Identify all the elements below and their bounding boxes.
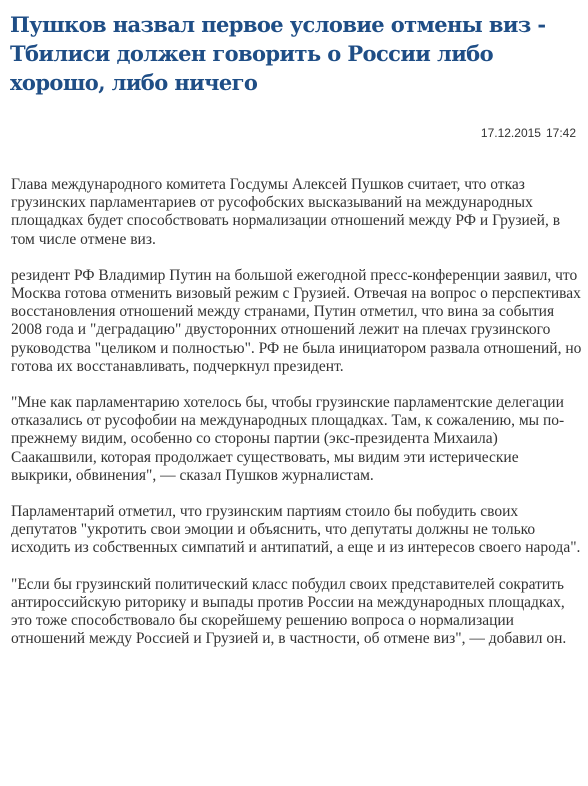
article-paragraph: резидент РФ Владимир Путин на большой ежегодной пресс-конференции заявил, что Москва готова отменить визовый режим с Грузией. Отвечая на вопрос о перспективах восстановления отношений между странами, Путин отметил, что вина за события 2008 года и "деградацию" двусторонних отношений лежит на плечах грузинского руководства "целиком и полностью". РФ не была инициатором развала отношений, но готова их восстанавливать, подчеркнул президент.	[11, 266, 582, 375]
article-title: Пушков назвал первое условие отмены виз - Тбилиси должен говорить о России либо хорошо, либо ничего	[10, 12, 546, 95]
article-paragraph: Парламентарий отметил, что грузинским партиям стоило бы побудить своих депутатов "укротить свои эмоции и объяснить, что депутаты должны не только исходить из собственных симпатий и антипатий, а еще и из интересов своего народа".	[11, 503, 581, 557]
article-paragraph: "Если бы грузинский политический класс побудил своих представителей сократить антироссийскую риторику и выпады против России на международных площадках, это тоже способствовало бы скорейшему решению вопроса о нормализации отношений между Россией и Грузией и, в частности, об отмене виз", — добавил он.	[11, 575, 567, 648]
article-paragraph: "Мне как парламентарию хотелось бы, чтобы грузинские парламентские делегации отказались от русофобии на международных площадках. Там, к сожалению, мы по-прежнему видим, особенно со стороны партии (экс-президента Михаила) Саакашвили, которая продолжает существовать, мы видим эти истерические выкрики, обвинения", — сказал Пушков журналистам.	[11, 394, 565, 484]
article-meta	[481, 126, 576, 140]
article-body	[11, 176, 583, 666]
publish-time: 17:42	[545, 126, 576, 140]
publish-date: 17.12.2015	[480, 126, 541, 140]
article-paragraph: Глава международного комитета Госдумы Алексей Пушков считает, что отказ грузинских парламентариев от русофобских высказываний на международных площадках будет способствовать нормализации отношений между РФ и Грузией, в том числе отмене виз.	[11, 176, 561, 248]
